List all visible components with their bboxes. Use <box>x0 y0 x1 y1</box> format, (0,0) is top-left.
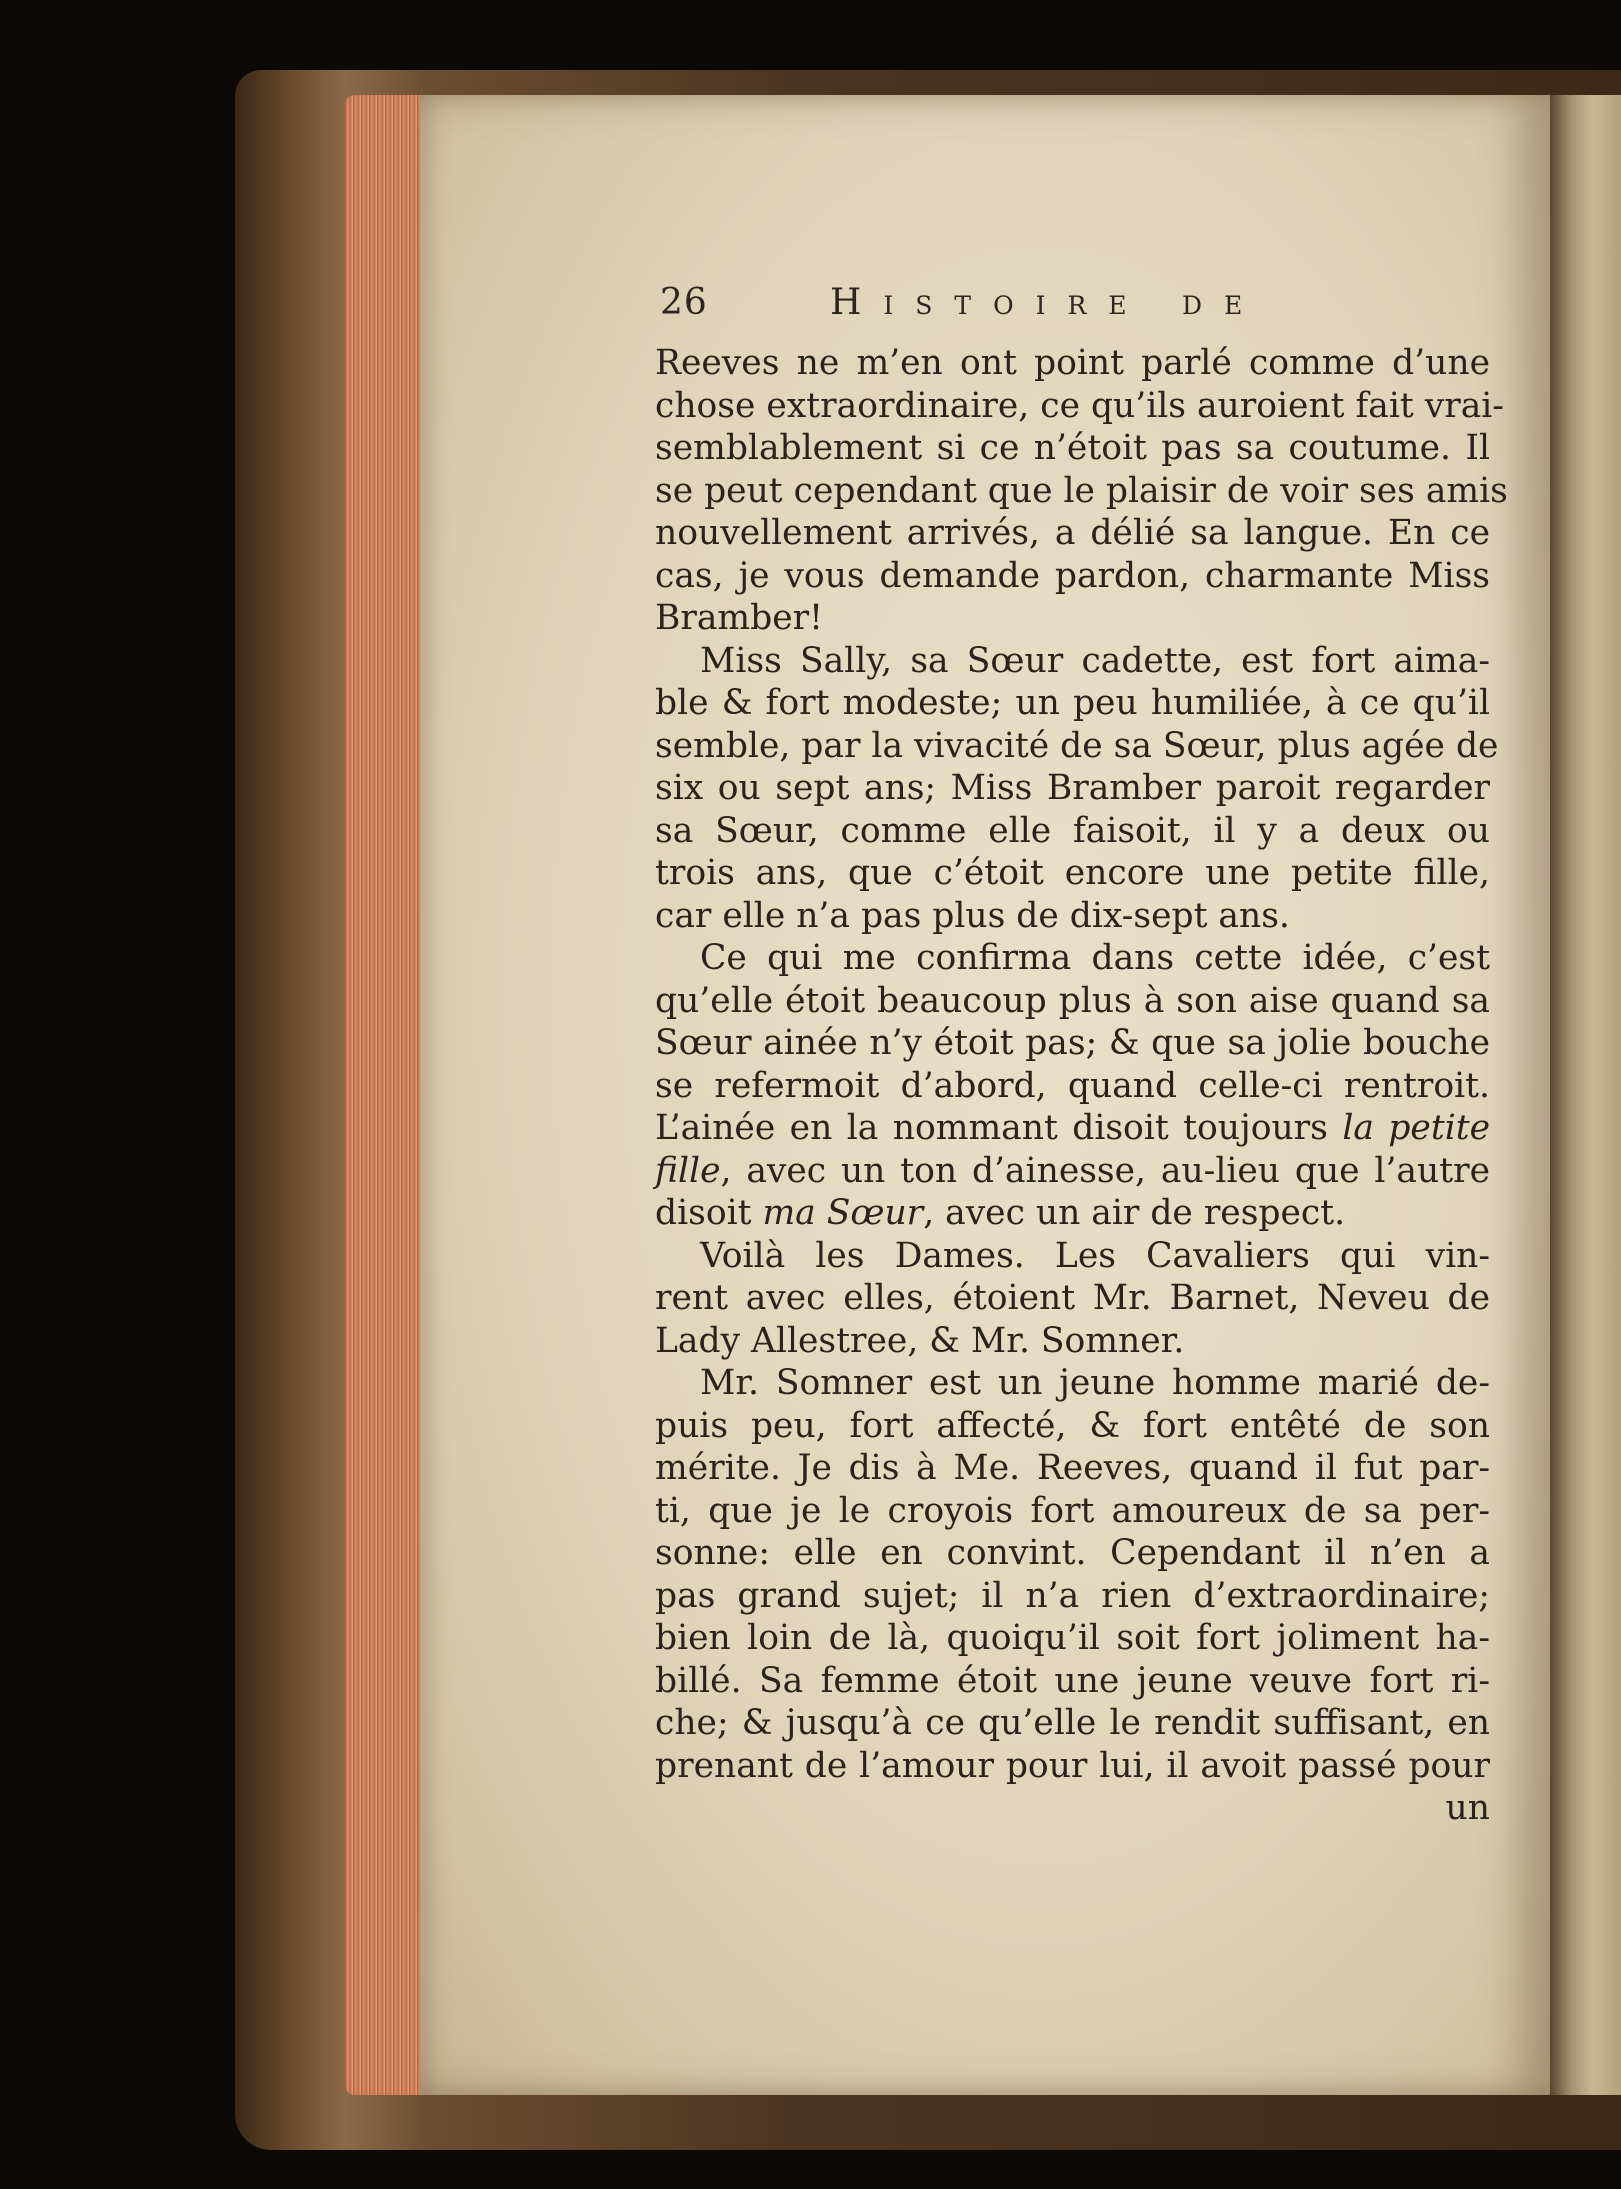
text-line: se refermoit d’abord, quand celle-ci rentroit. <box>655 1065 1490 1106</box>
italic-phrase: ma Sœur <box>762 1193 924 1233</box>
page-number: 26 <box>660 282 708 323</box>
text-line: pas grand sujet; il n’a rien d’extraordinaire; <box>655 1575 1490 1616</box>
text-line: nouvellement arrivés, a délié sa langue. En ce <box>655 513 1490 553</box>
text-line: Sœur ainée n’y étoit pas; & que sa jolie bouche <box>655 1023 1490 1063</box>
text-line: puis peu, fort affecté, & fort entêté de son <box>655 1405 1490 1446</box>
facing-page-edge <box>1550 95 1621 2095</box>
text-line: Ce qui me confirma dans cette idée, c’est <box>700 938 1490 978</box>
text-line: Mr. Somner est un jeune homme marié de- <box>700 1363 1490 1403</box>
text-line: trois ans, que c’étoit encore une petite fille, <box>655 853 1490 893</box>
text-line: qu’elle étoit beaucoup plus à son aise quand sa <box>655 980 1490 1021</box>
text-line: fille, avec un ton d’ainesse, au-lieu que l’autre <box>655 1150 1490 1191</box>
body-text <box>655 342 1508 1830</box>
page-edges <box>345 95 425 2095</box>
text-line: mérite. Je dis à Me. Reeves, quand il fut par- <box>655 1448 1490 1488</box>
text-line: sa Sœur, comme elle faisoit, il y a deux ou <box>655 810 1490 851</box>
text-line: sonne: elle en convint. Cependant il n’en a <box>655 1533 1490 1573</box>
text-line: semblablement si ce n’étoit pas sa coutume. Il <box>655 428 1490 468</box>
text-line: Voilà les Dames. Les Cavaliers qui vin- <box>700 1235 1490 1276</box>
text-line: Miss Sally, sa Sœur cadette, est fort aima- <box>700 640 1490 681</box>
text-line: chose extraordinaire, ce qu’ils auroient fait vrai- <box>655 385 1504 426</box>
text-line: Lady Allestree, & Mr. Somner. <box>655 1320 1185 1361</box>
text-line: semble, par la vivacité de sa Sœur, plus agée de <box>655 725 1499 766</box>
italic-phrase: fille <box>655 1150 721 1191</box>
text-line: cas, je vous demande pardon, charmante Miss <box>655 555 1490 596</box>
running-head: Histoire de <box>830 282 1265 323</box>
text-line: che; & jusqu’à ce qu’elle le rendit suffisant, en <box>655 1703 1490 1743</box>
text-line: se peut cependant que le plaisir de voir ses amis <box>655 470 1508 511</box>
text-line: disoit ma Sœur, avec un air de respect. <box>655 1193 1346 1233</box>
page-header <box>660 282 1520 332</box>
text-line: un <box>1445 1788 1490 1828</box>
text-line: six ou sept ans; Miss Bramber paroit regarder <box>655 768 1490 808</box>
text-line: ti, que je le croyois fort amoureux de sa per- <box>655 1490 1490 1531</box>
text-line: billé. Sa femme étoit une jeune veuve fort ri- <box>655 1660 1490 1701</box>
text-line: prenant de l’amour pour lui, il avoit passé pour <box>655 1745 1490 1786</box>
text-line: Bramber! <box>655 598 823 638</box>
text-line: Reeves ne m’en ont point parlé comme d’une <box>655 343 1490 383</box>
italic-phrase: la petite <box>1342 1108 1491 1148</box>
text-line: bien loin de là, quoiqu’il soit fort joliment ha- <box>655 1618 1490 1658</box>
text-line: ble & fort modeste; un peu humiliée, à ce qu’il <box>655 683 1490 723</box>
text-line: L’ainée en la nommant disoit toujours la petite <box>655 1108 1491 1148</box>
text-line: car elle n’a pas plus de dix-sept ans. <box>655 895 1290 936</box>
text-line: rent avec elles, étoient Mr. Barnet, Neveu de <box>655 1278 1490 1318</box>
